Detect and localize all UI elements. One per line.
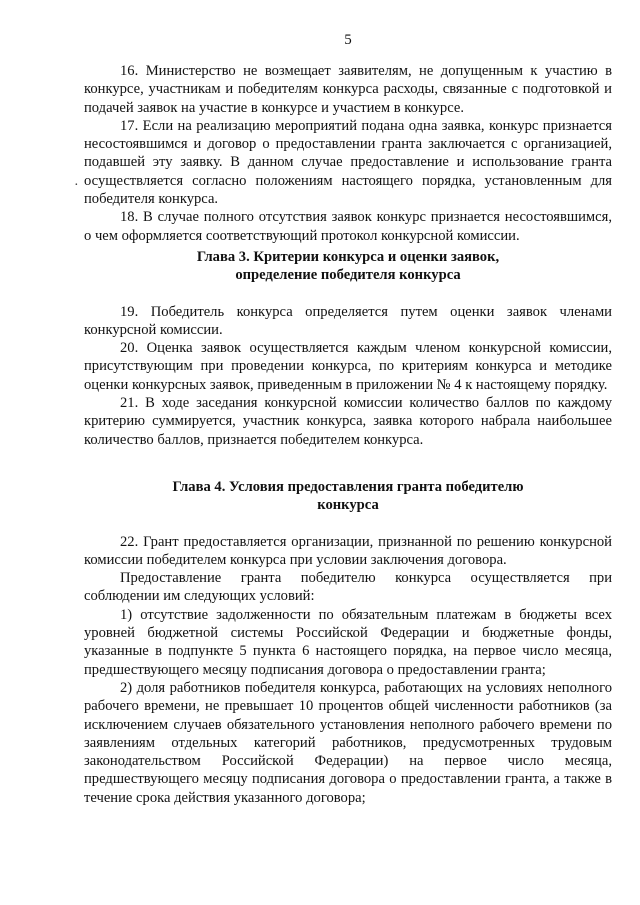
document-body — [84, 62, 612, 807]
paragraph-21: 21. В ходе заседания конкурсной комиссии количество баллов по каждому критерию суммируется, участник конкурса, заявка которого набрала наибольшее количество баллов, признается победителем конкурса. — [84, 395, 612, 448]
condition-1: 1) отсутствие задолженности по обязательным платежам в бюджеты всех уровней бюджетной системы Российской Федерации и бюджетные фонды, указанные в подпункте 5 пункта 6 настоящего порядка, на первое число месяца, предшествующего месяцу подписания договора о предоставлении гранта; — [84, 606, 612, 678]
paragraph-conditions-intro: Предоставление гранта победителю конкурса осуществляется при соблюдении им следующих условий: — [84, 570, 612, 605]
chapter-4-heading-line-2: конкурса — [317, 497, 379, 514]
paragraph-19: 19. Победитель конкурса определяется путем оценки заявок членами конкурсной комиссии. — [84, 303, 612, 338]
chapter-4-heading — [84, 478, 612, 515]
paragraph-18: 18. В случае полного отсутствия заявок конкурс признается несостоявшимся, о чем оформляется соответствующий протокол конкурсной комиссии. — [84, 209, 612, 244]
chapter-4-heading-line-1: Глава 4. Условия предоставления гранта победителю — [172, 478, 524, 495]
chapter-3-heading — [84, 248, 612, 285]
margin-dot-mark: · — [74, 178, 79, 193]
paragraph-16: 16. Министерство не возмещает заявителям, не допущенным к участию в конкурсе, участникам и победителям конкурса расходы, связанные с подготовкой и подачей заявок на участие в конкурсе и участием в конкурсе. — [84, 63, 612, 116]
paragraph-22: 22. Грант предоставляется организации, признанной по решению конкурсной комиссии победителем конкурса при условии заключения договора. — [84, 533, 612, 568]
page-number: 5 — [344, 32, 352, 48]
chapter-3-heading-line-2: определение победителя конкурса — [235, 267, 461, 284]
condition-2: 2) доля работников победителя конкурса, работающих на условиях неполного рабочего времени, не превышает 10 процентов общей численности работников (за исключением случаев обязательного установления неполного рабочего времени по заявлениям отдельных категорий работников, предусмотренных трудовым законодательством Российской Федерации) на первое число месяца, предшествующего месяцу подписания договора о предоставлении гранта, а также в течение срока действия указанного договора; — [84, 679, 612, 806]
chapter-3-heading-line-1: Глава 3. Критерии конкурса и оценки заявок, — [196, 248, 500, 265]
paragraph-17: 17. Если на реализацию мероприятий подана одна заявка, конкурс признается несостоявшимся и договор о предоставлении гранта заключается с организацией, подавшей эту заявку. В данном случае предоставление и использование гранта осуществляется согласно положениям настоящего порядка, установленным для победителя конкурса. — [84, 117, 612, 208]
paragraph-20: 20. Оценка заявок осуществляется каждым членом конкурсной комиссии, присутствующим при проведении конкурса, по критериям конкурса и методике оценки конкурсных заявок, приведенным в приложении № 4 к настоящему порядку. — [84, 340, 612, 393]
